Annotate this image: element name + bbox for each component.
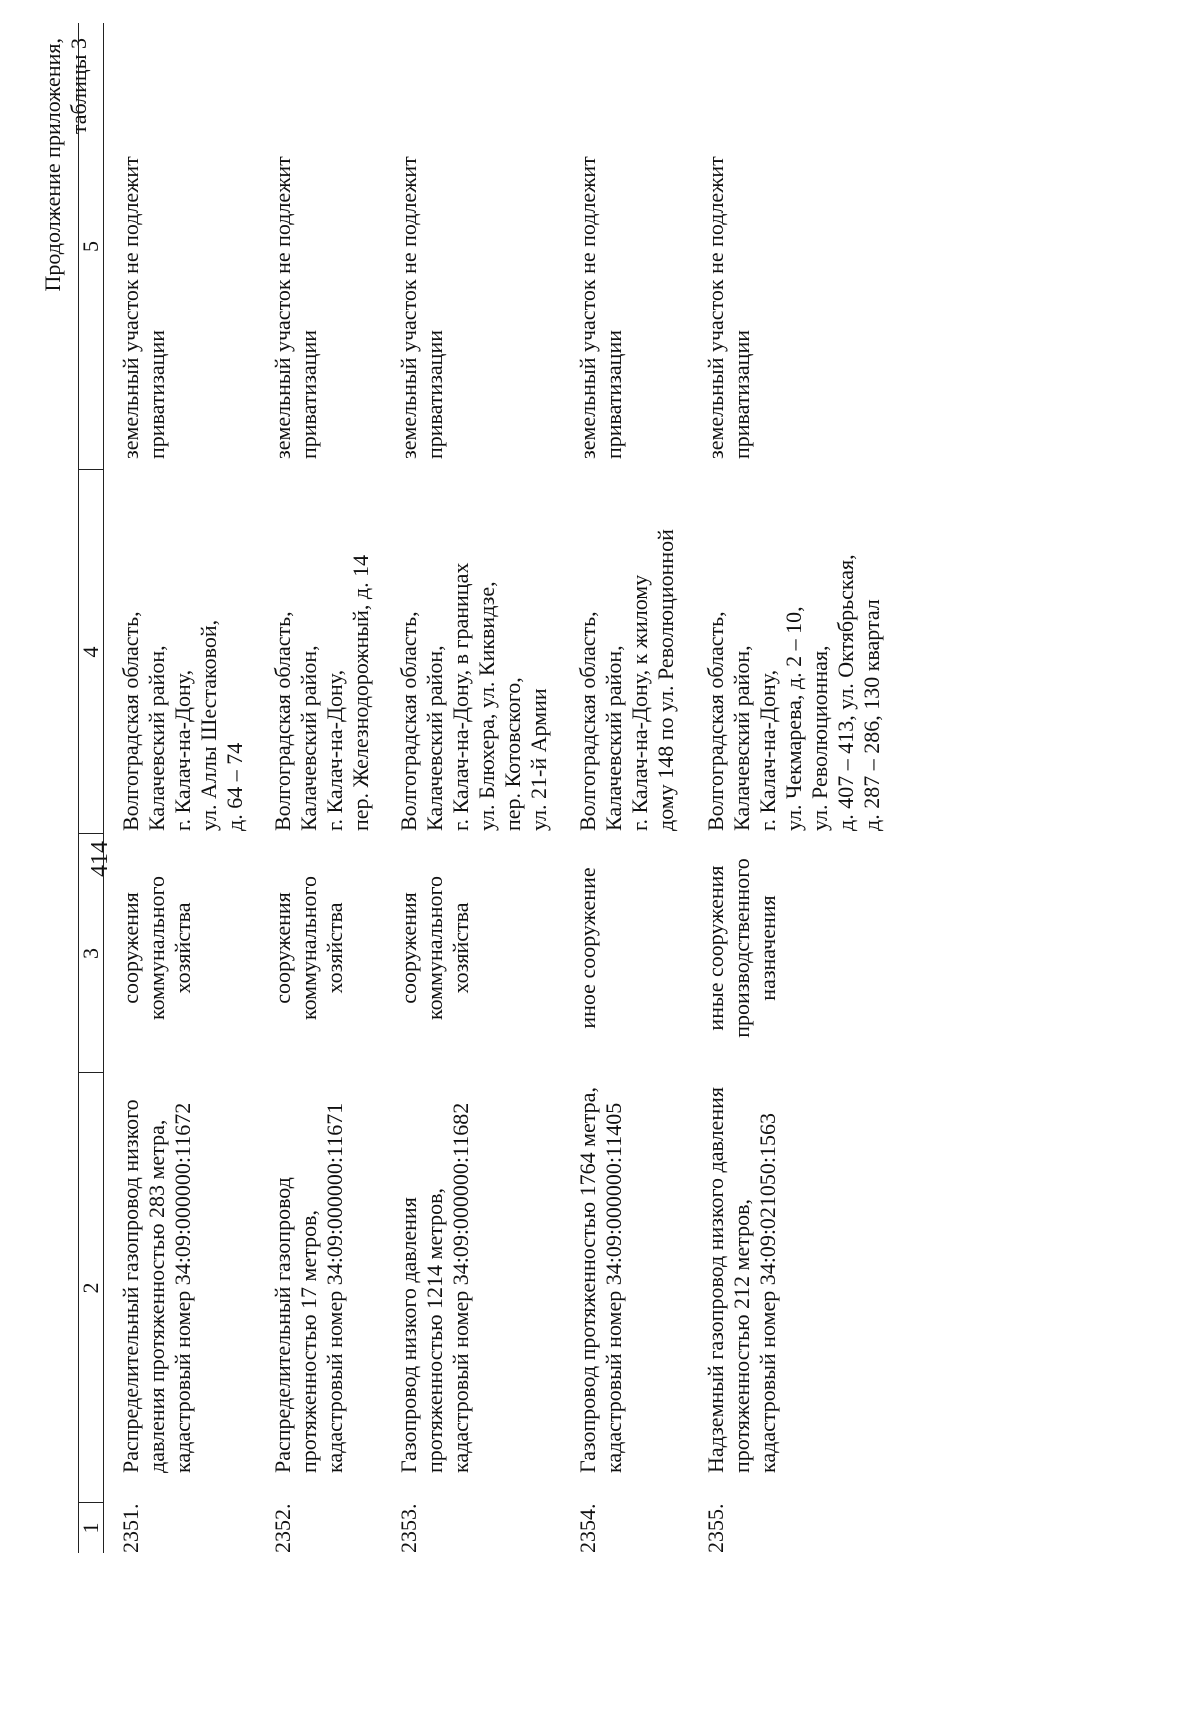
row-2354-number: 2354. [575,1503,600,1553]
row-2354-note: земельный участок не подлежит приватизации [575,156,626,459]
row-2354-type: иное сооружение [575,867,600,1029]
row-2355-type: иные сооружения производственного назначения [703,858,780,1038]
row-2352-note: земельный участок не подлежит приватизации [270,156,321,459]
row-2352-type: сооружения коммунального хозяйства [270,876,347,1020]
row-2353-type: сооружения коммунального хозяйства [396,876,473,1020]
row-2351-address: Волгоградская область, Калачевский район, г. Калач-на-Дону, ул. Аллы Шестаковой, д. 64 – 74 [118,611,247,831]
col-number-5: 5 [78,241,103,252]
row-2351-note: земельный участок не подлежит приватизации [118,156,169,459]
row-2351-name: Распределительный газопровод низкого давления протяженностью 283 метра, кадастровый номер 34:09:000000:11672 [118,1099,195,1473]
row-2353-address: Волгоградская область, Калачевский район, г. Калач-на-Дону, в границах ул. Блюхера, ул. Киквидзе, пер. Котовского, ул. 21-й Армии [396,562,551,831]
row-2352-address: Волгоградская область, Калачевский район, г. Калач-на-Дону, пер. Железнодорожный, д. 14 [270,554,373,831]
row-2351-type: сооружения коммунального хозяйства [118,876,195,1020]
row-2353-name: Газопровод низкого давления протяженностью 1214 метров, кадастровый номер 34:09:000000:11682 [396,1102,473,1473]
col-number-4: 4 [78,646,103,658]
page-number: 414 [87,841,113,877]
col-number-1: 1 [78,1522,103,1534]
row-2354-address: Волгоградская область, Калачевский район, г. Калач-на-Дону, к жилому дому 148 по ул. Революционной [575,529,678,831]
row-2355-note: земельный участок не подлежит приватизации [703,156,754,459]
row-2355-address: Волгоградская область, Калачевский район, г. Калач-на-Дону, ул. Чекмарева, д. 2 – 10, ул. Революционная, д. 407 – 413, ул. Октябрьская, д. 287 – 286, 130 квартал [703,554,884,831]
row-2354-name: Газопровод протяженностью 1764 метра, кадастровый номер 34:09:000000:11405 [575,1087,626,1473]
row-2355-number: 2355. [703,1503,728,1553]
row-2351-number: 2351. [118,1503,143,1553]
caption-line-2: таблицы 3 [66,38,92,135]
row-2352-number: 2352. [270,1503,295,1553]
col-number-2: 2 [78,1282,103,1294]
row-2352-name: Распределительный газопровод протяженностью 17 метров, кадастровый номер 34:09:000000:11671 [270,1102,347,1473]
row-2355-name: Надземный газопровод низкого давления протяженностью 212 метров, кадастровый номер 34:09:021050:1563 [703,1087,780,1473]
row-2353-number: 2353. [396,1503,421,1553]
row-2353-note: земельный участок не подлежит приватизации [396,156,447,459]
caption-line-1: Продолжение приложения, [40,38,65,292]
col-number-3: 3 [78,948,103,959]
